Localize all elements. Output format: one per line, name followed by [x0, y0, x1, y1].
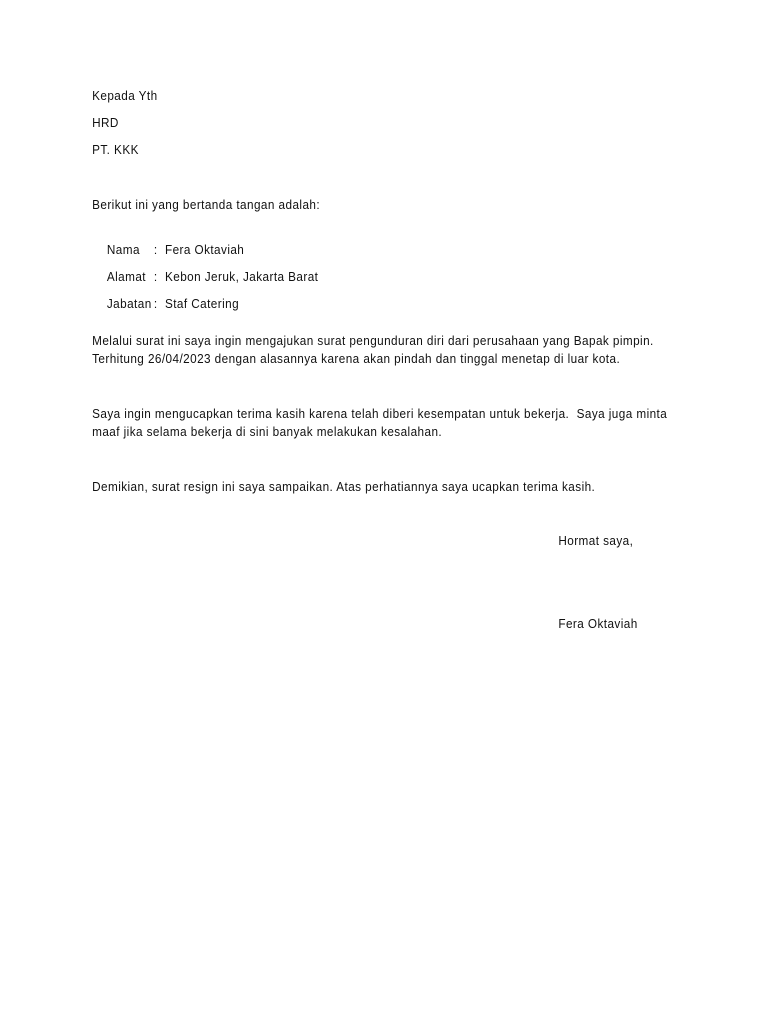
field-spacer: [158, 297, 165, 311]
field-jabatan: [92, 277, 239, 331]
field-label: Nama: [106, 243, 140, 257]
field-value: Fera Oktaviah: [164, 243, 245, 257]
field-value: Staf Catering: [164, 297, 240, 311]
recipient-line-1: Kepada Yth: [92, 89, 158, 103]
paragraph-resignation: [92, 332, 694, 368]
paragraph-line: Saya ingin mengucapkan terima kasih karena telah diberi kesempatan untuk bekerja. Saya juga minta: [92, 407, 668, 421]
field-label: Jabatan: [106, 297, 152, 311]
recipient-line-3: PT. KKK: [92, 143, 139, 157]
field-separator: :: [153, 243, 158, 257]
signature-name: Fera Oktaviah: [558, 617, 638, 631]
field-label: Alamat: [106, 270, 146, 284]
intro-text: Berikut ini yang bertanda tangan adalah:: [92, 198, 321, 212]
recipient-line-2: HRD: [92, 116, 119, 130]
paragraph-line: Terhitung 26/04/2023 dengan alasannya karena akan pindah dan tinggal menetap di luar kota.: [92, 352, 621, 366]
paragraph-thanks: [92, 405, 694, 441]
closing-salutation: Hormat saya,: [558, 534, 634, 548]
field-separator: :: [153, 270, 158, 284]
field-separator: :: [153, 297, 158, 311]
field-value: Kebon Jeruk, Jakarta Barat: [164, 270, 319, 284]
paragraph-line: maaf jika selama bekerja di sini banyak melakukan kesalahan.: [92, 425, 443, 439]
paragraph-line: Melalui surat ini saya ingin mengajukan surat pengunduran diri dari perusahaan yang Bapak pimpin.: [92, 334, 654, 348]
paragraph-closing: Demikian, surat resign ini saya sampaikan. Atas perhatiannya saya ucapkan terima kasih.: [92, 480, 596, 494]
